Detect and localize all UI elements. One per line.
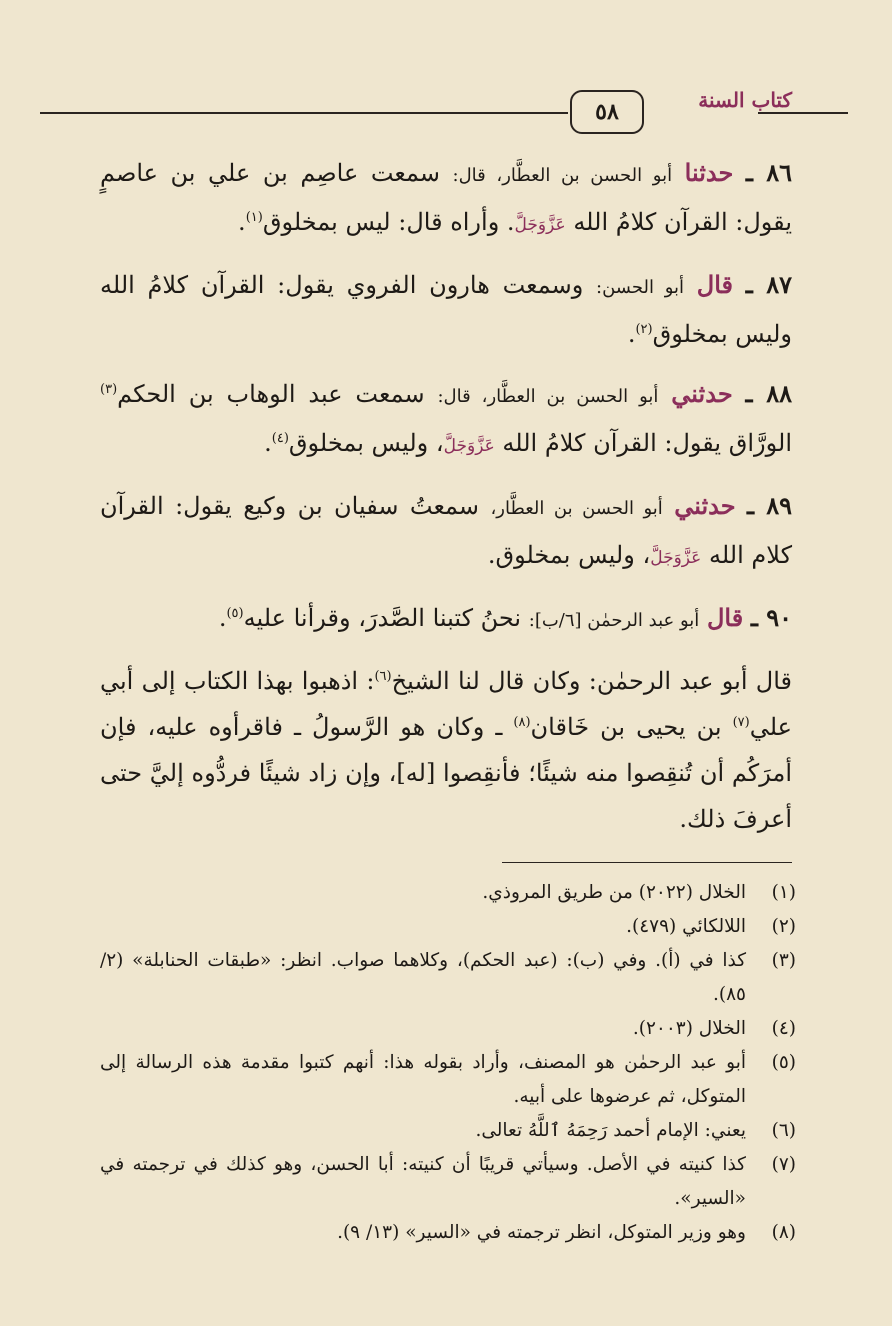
footnote-item: (٨) وهو وزير المتوكل، انظر ترجمته في «السير» (١٣/ ٩).	[337, 1222, 796, 1243]
main-text	[100, 150, 792, 856]
footnote-item: (٢) اللالكائي (٤٧٩).	[626, 916, 796, 937]
narration-keyword: حدثني	[674, 491, 736, 520]
hadith-89: ٨٩ ـ حدثني أبو الحسن بن العطَّار، سمعتُ سفيان بن وكيع يقول: القرآن كلام الله عَزَّوَجَلَّ، وليس بمخلوق.	[100, 491, 792, 569]
footnote-ref: (٣)	[100, 382, 118, 397]
footnote-item: (٦) يعني: الإمام أحمد رَحِمَهُ ٱللَّهُ تعالى.	[475, 1120, 796, 1141]
narration-keyword: قال	[706, 603, 744, 632]
footnote-ref: (٨)	[513, 715, 531, 730]
honorific-glyph: عَزَّوَجَلَّ	[650, 548, 702, 568]
hadith-88: ٨٨ ـ حدثني أبو الحسن بن العطَّار، قال: سمعت عبد الوهاب بن الحكم$^{(٣)}$ الورَّاق يقول: القرآن كلامُ الله عَزَّوَجَلَّ، وليس بمخلوق$^{(٤)}$.	[100, 379, 792, 457]
hadith-87: ٨٧ ـ قال أبو الحسن: وسمعت هارون الفروي يقول: القرآن كلامُ الله وليس بمخلوق$^{(٢)}$.	[100, 270, 792, 348]
footnote-ref: (٤)	[271, 431, 289, 446]
honorific-glyph: عَزَّوَجَلَّ	[443, 436, 495, 456]
footnote-ref: (٧)	[732, 715, 750, 730]
header-rule-right	[758, 112, 848, 114]
footnote-ref: (٦)	[374, 669, 392, 684]
honorific-glyph: عَزَّوَجَلَّ	[514, 215, 566, 235]
footnote-item: (٤) الخلال (٢٠٠٣).	[632, 1018, 796, 1039]
footnote-separator	[502, 862, 792, 863]
narration-keyword: قال	[696, 270, 734, 299]
hadith-90: ٩٠ ـ قال أبو عبد الرحمٰن [٦/ب]: نحنُ كتبنا الصَّدرَ، وقرأنا عليه$^{(٥)}$.	[218, 603, 792, 632]
running-title: كتاب السنة	[698, 88, 792, 112]
header-rule-left	[40, 112, 568, 114]
footnotes	[100, 876, 796, 1250]
footnote-item: (١) الخلال (٢٠٢٢) من طريق المروذي.	[482, 882, 796, 903]
footnote-item: (٥) أبو عبد الرحمٰن هو المصنف، وأراد بقوله هذا: أنهم كتبوا مقدمة هذه الرسالة إلى المتوكل، ثم عرضوها على أبيه.	[100, 1052, 796, 1107]
closing-paragraph: قال أبو عبد الرحمٰن: وكان قال لنا الشيخ$^{(٦)}$: اذهبوا بهذا الكتاب إلى أبي علي$^{(٧)}$ بن يحيى بن خَاقان$^{(٨)}$ ـ وكان هو الرَّسولُ ـ فاقرأوه عليه، فإن أمرَكُم أن تُنقِصوا منه شيئًا؛ فأنقِصوا [له]، وإن زاد شيئًا فردُّوه إليَّ حتى أعرفَ ذلك.	[100, 667, 792, 833]
footnote-ref: (٢)	[635, 322, 653, 337]
footnote-ref: (١)	[245, 210, 263, 225]
page-header	[40, 80, 792, 144]
hadith-86: ٨٦ ـ حدثنا أبو الحسن بن العطَّار، قال: سمعت عاصِم بن علي بن عاصمٍ يقول: القرآن كلامُ الله عَزَّوَجَلَّ. وأراه قال: ليس بمخلوق$^{(١)}$.	[100, 158, 792, 236]
footnote-item: (٣) كذا في (أ). وفي (ب): (عبد الحكم)، وكلاهما صواب. انظر: «طبقات الحنابلة» (٢/ ٨٥).	[100, 950, 796, 1005]
footnote-item: (٧) كذا كنيته في الأصل. وسيأتي قريبًا أن كنيته: أبا الحسن، وهو كذلك في ترجمته في «السير».	[100, 1154, 796, 1209]
narration-keyword: حدثني	[671, 379, 733, 408]
page-number: ٥٨	[570, 90, 644, 134]
narration-keyword: حدثنا	[684, 158, 734, 187]
footnote-ref: (٥)	[226, 606, 244, 621]
